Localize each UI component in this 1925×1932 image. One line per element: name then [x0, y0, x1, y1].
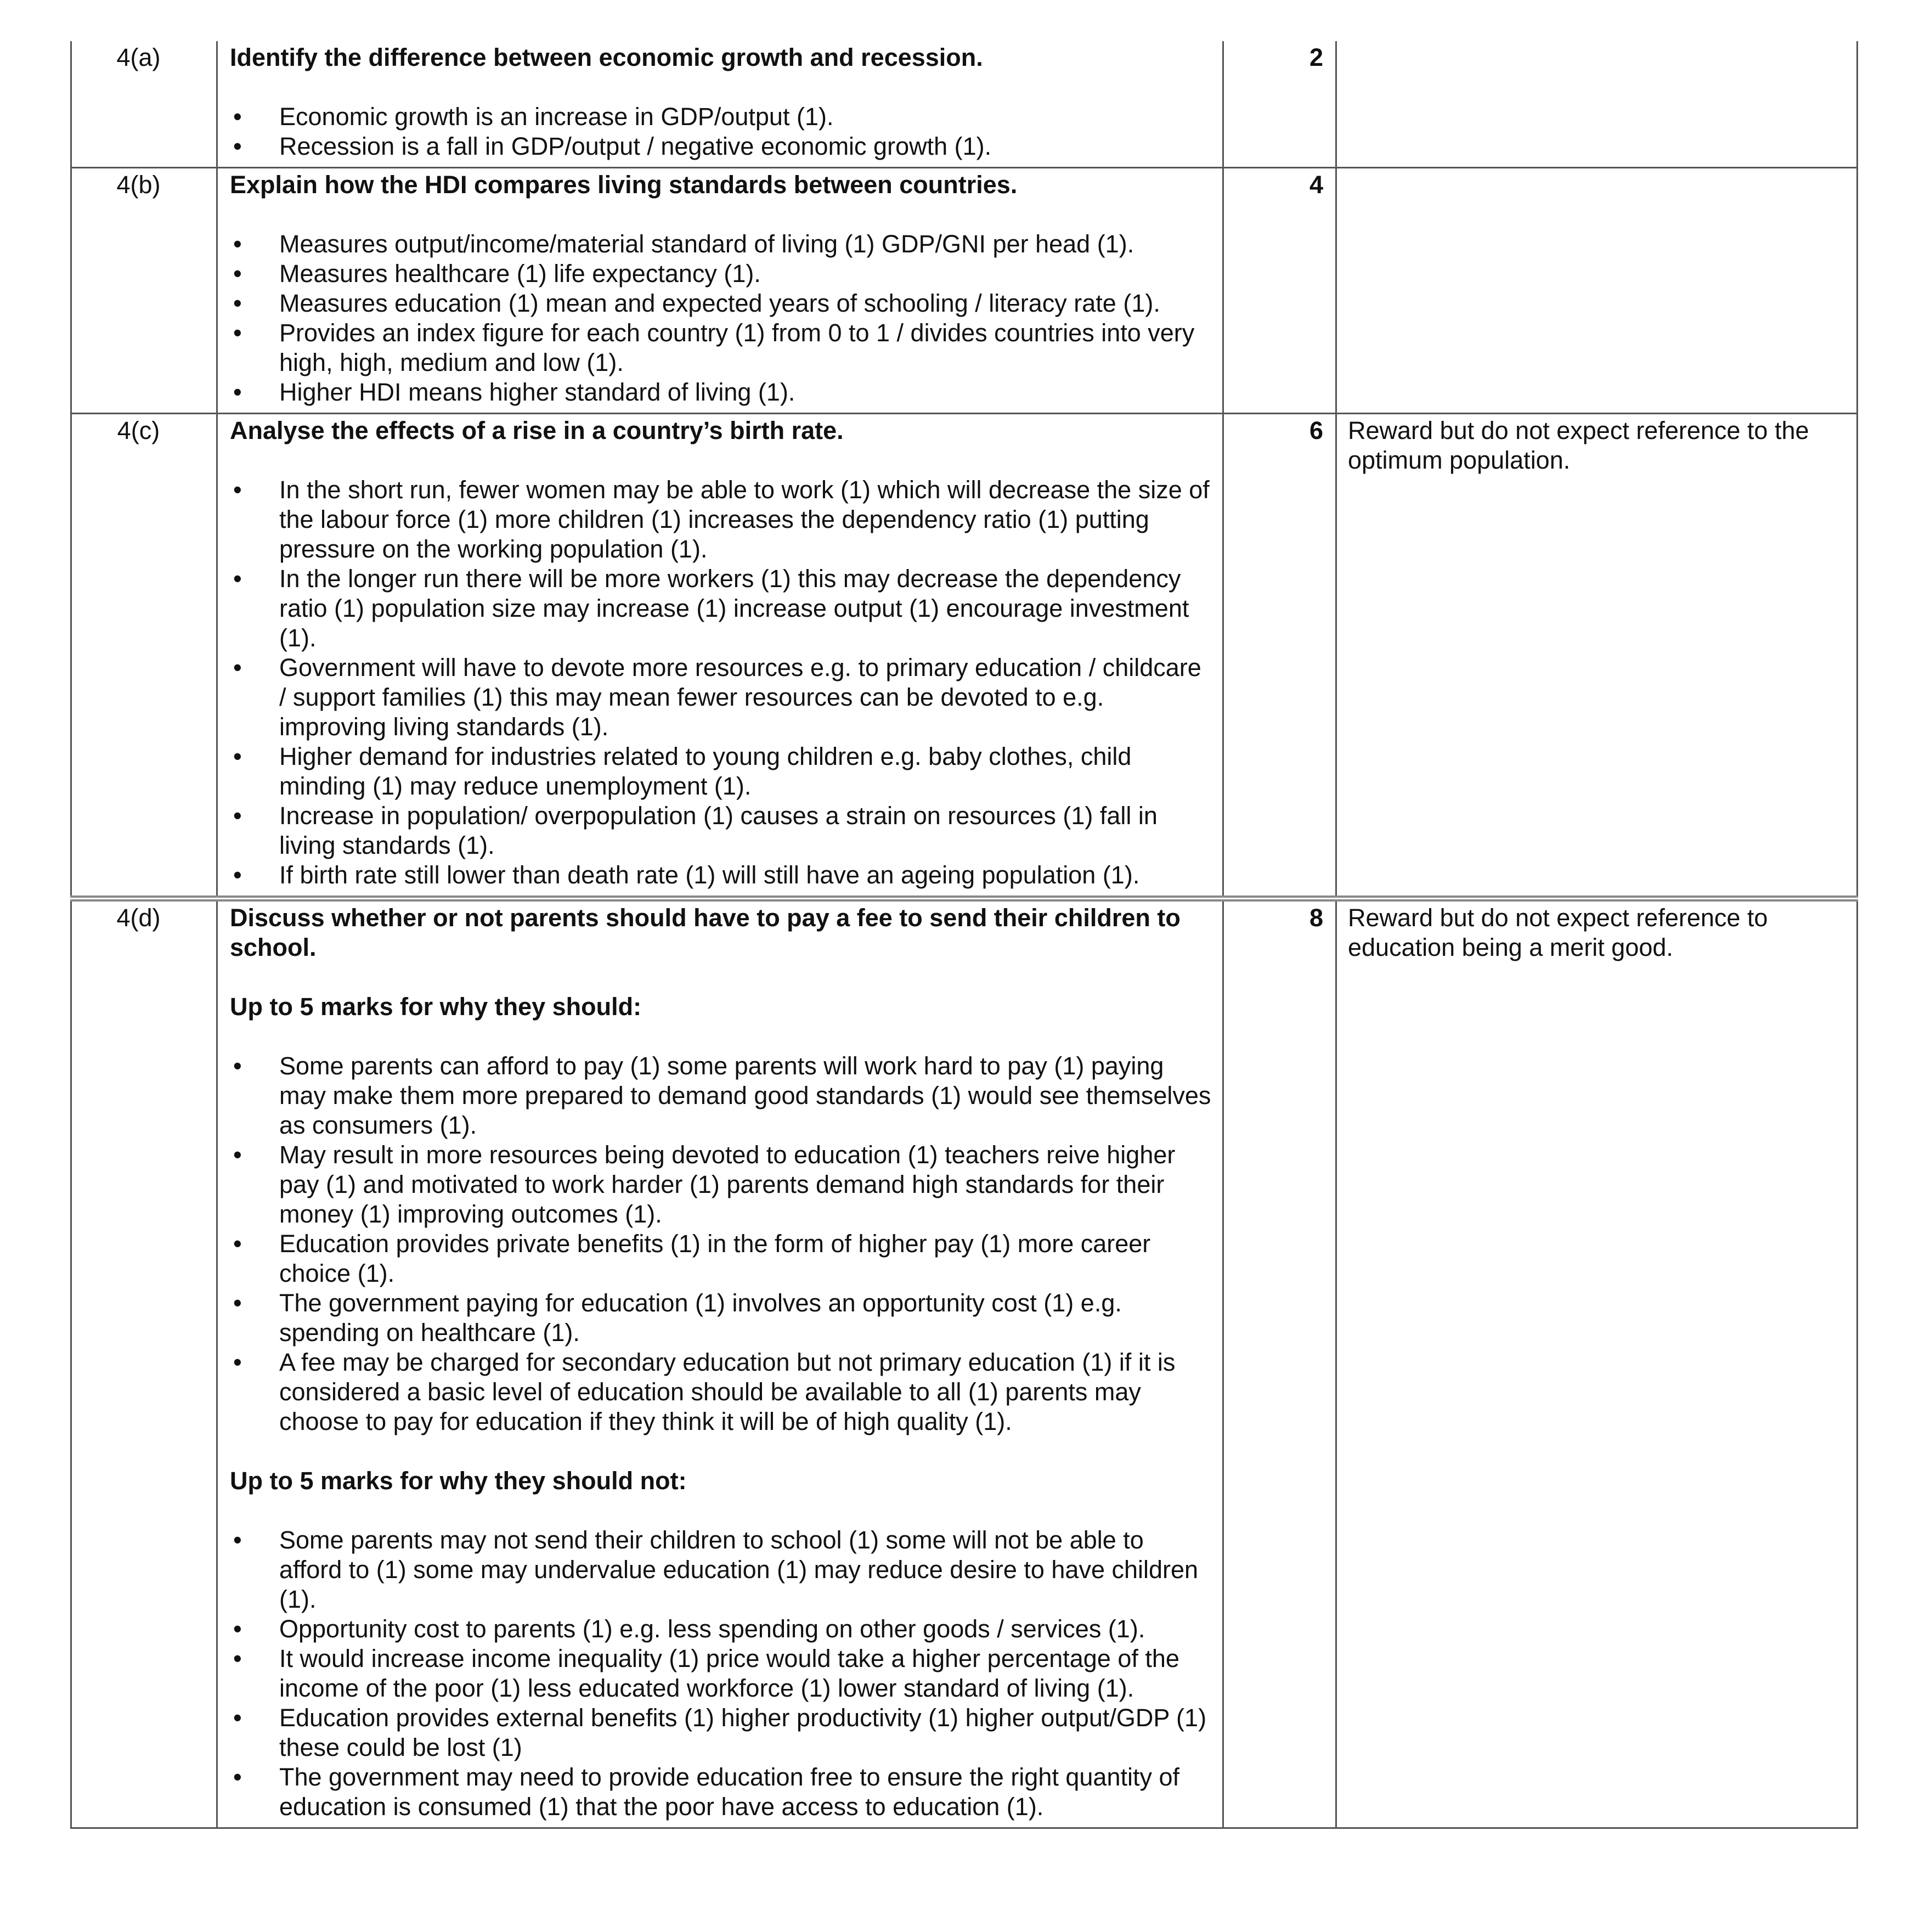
answer-cell	[217, 899, 1223, 1828]
marking-point-text: The government may need to provide education free to ensure the right quantity of education is consumed (1) that the poor have access to education (1).	[279, 1763, 1180, 1821]
marking-point	[230, 378, 1211, 407]
marking-point-text: It would increase income inequality (1) price would take a higher percentage of the income of the poor (1) less educated workforce (1) lower standard of living (1).	[279, 1644, 1179, 1702]
marking-point-text: Government will have to devote more resources e.g. to primary education / childcare / support families (1) this may mean fewer resources can be devoted to e.g. improving living standards (1).	[279, 654, 1201, 741]
marking-points-list	[230, 1051, 1211, 1437]
marking-point	[230, 564, 1211, 653]
question-row	[71, 414, 1858, 899]
bullet-icon: •	[233, 861, 242, 889]
marking-point-text: Economic growth is an increase in GDP/output (1).	[279, 103, 834, 131]
bullet-icon: •	[233, 742, 242, 770]
marking-point	[230, 102, 1211, 132]
marking-point	[230, 1140, 1211, 1229]
marking-point-text: Some parents may not send their children to school (1) some will not be able to afford to (1) some may undervalue education (1) may reduce desire to have children (1).	[279, 1526, 1199, 1613]
question-row	[71, 41, 1858, 168]
bullet-icon: •	[233, 103, 242, 131]
question-row	[71, 899, 1858, 1828]
marking-point	[230, 1348, 1211, 1437]
section-heading: Up to 5 marks for why they should:	[230, 993, 642, 1021]
bullet-icon: •	[233, 319, 242, 347]
marking-points-list	[230, 229, 1211, 407]
marking-point	[230, 860, 1211, 890]
question-number: 4(c)	[71, 414, 217, 899]
question-text: Analyse the effects of a rise in a country’s birth rate.	[230, 416, 844, 444]
marks-value: 6	[1223, 414, 1336, 899]
marking-point	[230, 1703, 1211, 1762]
section-heading: Up to 5 marks for why they should not:	[230, 1467, 687, 1495]
marking-point-text: Higher demand for industries related to young children e.g. baby clothes, child minding (1) may reduce unemployment (1).	[279, 742, 1132, 800]
marking-point	[230, 229, 1211, 259]
marking-point-text: Measures education (1) mean and expected years of schooling / literacy rate (1).	[279, 289, 1160, 317]
marking-point-text: Education provides private benefits (1) in the form of higher pay (1) more career choice (1).	[279, 1230, 1151, 1287]
marking-point-text: May result in more resources being devoted to education (1) teachers reive higher pay (1) and motivated to work harder (1) parents demand high standards for their money (1) improving outcomes (1).	[279, 1141, 1176, 1228]
guidance-note: Reward but do not expect reference to the optimum population.	[1336, 414, 1858, 899]
marking-point	[230, 475, 1211, 564]
bullet-icon: •	[233, 1615, 242, 1643]
marking-point-text: Some parents can afford to pay (1) some parents will work hard to pay (1) paying may make them more prepared to demand good standards (1) would see themselves as consumers (1).	[279, 1052, 1211, 1139]
answer-cell	[217, 168, 1223, 414]
marking-point	[230, 1762, 1211, 1822]
bullet-icon: •	[233, 1644, 242, 1672]
bullet-icon: •	[233, 1348, 242, 1376]
bullet-icon: •	[233, 260, 242, 288]
answer-cell	[217, 414, 1223, 899]
answer-cell	[217, 41, 1223, 168]
marking-point	[230, 653, 1211, 742]
bullet-icon: •	[233, 1052, 242, 1080]
bullet-icon: •	[233, 1289, 242, 1317]
question-row	[71, 168, 1858, 414]
question-number: 4(d)	[71, 899, 217, 1828]
marking-point	[230, 259, 1211, 289]
question-text: Identify the difference between economic growth and recession.	[230, 43, 983, 71]
question-text: Discuss whether or not parents should have to pay a fee to send their children to school.	[230, 904, 1181, 961]
marking-point	[230, 1051, 1211, 1140]
marking-point-text: If birth rate still lower than death rate (1) will still have an ageing population (1).	[279, 861, 1140, 889]
marking-point-text: Opportunity cost to parents (1) e.g. less spending on other goods / services (1).	[279, 1615, 1145, 1643]
guidance-note	[1336, 168, 1858, 414]
bullet-icon: •	[233, 654, 242, 681]
marks-value: 8	[1223, 899, 1336, 1828]
bullet-icon: •	[233, 1230, 242, 1258]
bullet-icon: •	[233, 1763, 242, 1791]
bullet-icon: •	[233, 289, 242, 317]
marking-point-text: Education provides external benefits (1) higher productivity (1) higher output/GDP (1) these could be lost (1)	[279, 1704, 1207, 1761]
question-number: 4(b)	[71, 168, 217, 414]
marking-points-list	[230, 475, 1211, 890]
marking-point	[230, 1288, 1211, 1348]
marking-point	[230, 742, 1211, 801]
marking-point-text: Measures healthcare (1) life expectancy (1).	[279, 260, 761, 288]
marking-point	[230, 801, 1211, 860]
marks-value: 2	[1223, 41, 1336, 168]
marking-point	[230, 289, 1211, 318]
marking-point-text: Recession is a fall in GDP/output / negative economic growth (1).	[279, 132, 992, 160]
marking-point-text: A fee may be charged for secondary education but not primary education (1) if it is considered a basic level of education should be available to all (1) parents may choose to pay for education if they think it will be of high quality (1).	[279, 1348, 1176, 1435]
bullet-icon: •	[233, 378, 242, 406]
mark-scheme-rows	[71, 41, 1858, 1828]
marking-points-list	[230, 102, 1211, 161]
guidance-note: Reward but do not expect reference to education being a merit good.	[1336, 899, 1858, 1828]
marking-point	[230, 318, 1211, 378]
marks-value: 4	[1223, 168, 1336, 414]
marking-point	[230, 1525, 1211, 1614]
marking-point-text: Increase in population/ overpopulation (1) causes a strain on resources (1) fall in living standards (1).	[279, 802, 1158, 859]
marking-point	[230, 1614, 1211, 1644]
marking-point-text: Provides an index figure for each country (1) from 0 to 1 / divides countries into very high, high, medium and low (1).	[279, 319, 1195, 376]
marking-point-text: Measures output/income/material standard of living (1) GDP/GNI per head (1).	[279, 230, 1134, 258]
marking-point-text: In the longer run there will be more workers (1) this may decrease the dependency ratio (1) population size may increase (1) increase output (1) encourage investment (1).	[279, 565, 1189, 652]
marking-point-text: In the short run, fewer women may be able to work (1) which will decrease the size of the labour force (1) more children (1) increases the dependency ratio (1) putting pressure on the working population (1).	[279, 476, 1210, 563]
guidance-note	[1336, 41, 1858, 168]
marking-point-text: The government paying for education (1) involves an opportunity cost (1) e.g. spending on healthcare (1).	[279, 1289, 1122, 1347]
bullet-icon: •	[233, 476, 242, 504]
bullet-icon: •	[233, 1526, 242, 1554]
marking-points-list	[230, 1525, 1211, 1822]
bullet-icon: •	[233, 132, 242, 160]
bullet-icon: •	[233, 230, 242, 258]
marking-point-text: Higher HDI means higher standard of living (1).	[279, 378, 795, 406]
bullet-icon: •	[233, 1704, 242, 1732]
marking-point	[230, 1644, 1211, 1703]
question-text: Explain how the HDI compares living standards between countries.	[230, 171, 1018, 199]
marking-point	[230, 132, 1211, 161]
question-number: 4(a)	[71, 41, 217, 168]
mark-scheme-table	[70, 41, 1858, 1829]
bullet-icon: •	[233, 565, 242, 593]
bullet-icon: •	[233, 802, 242, 830]
bullet-icon: •	[233, 1141, 242, 1169]
marking-point	[230, 1229, 1211, 1288]
